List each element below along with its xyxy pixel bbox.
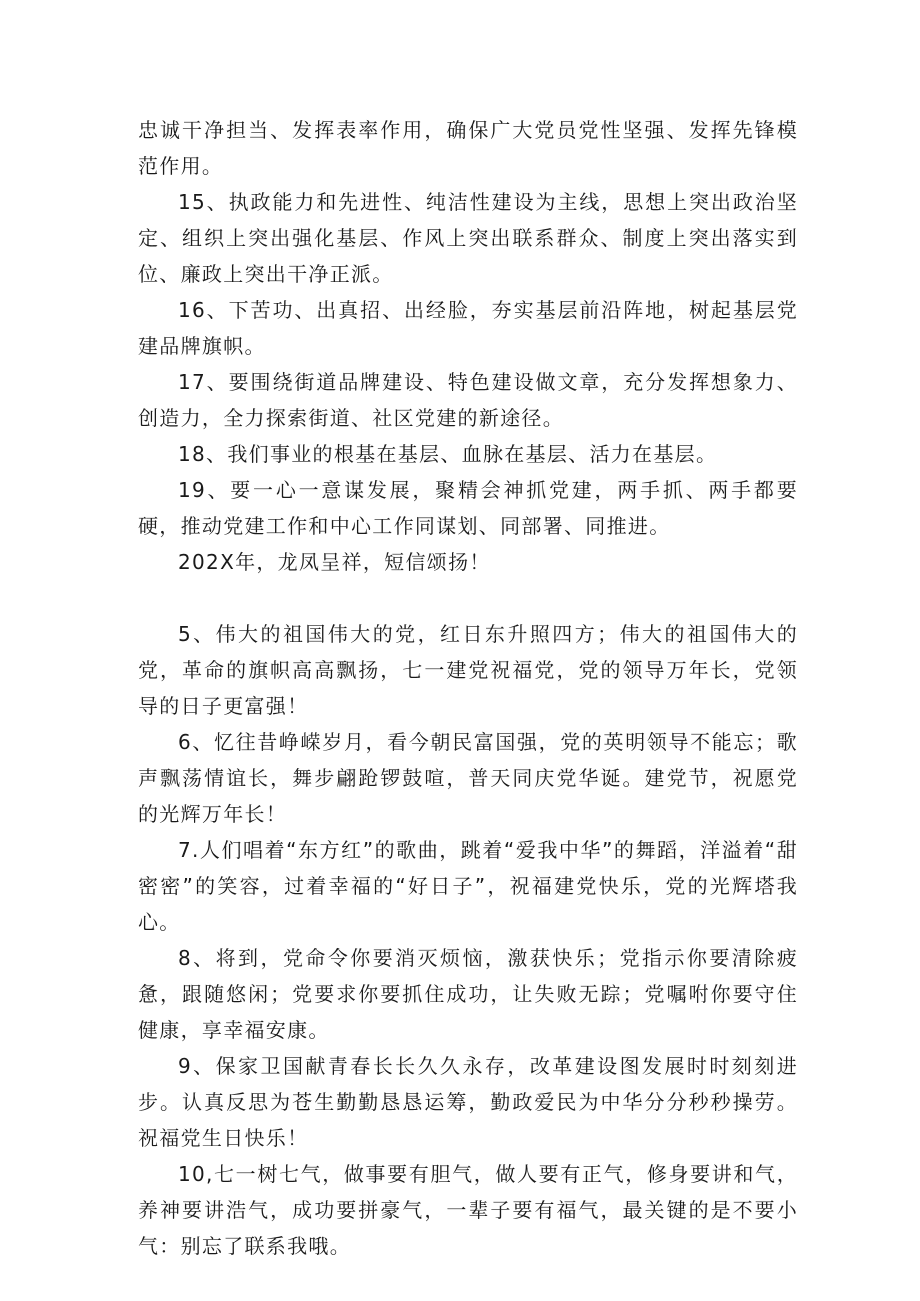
paragraph-item-8: 8、将到，党命令你要消灭烦恼，激获快乐；党指示你要清除疲惫，跟随悠闲；党要求你要抓住成功，让失败无踪；党嘱咐你要守住健康，享幸福安康。 [138, 946, 798, 1042]
paragraph-item-15: 15、执政能力和先进性、纯洁性建设为主线，思想上突出政治坚定、组织上突出强化基层、作风上突出联系群众、制度上突出落实到位、廉政上突出干净正派。 [138, 190, 798, 286]
paragraph-item-5: 5、伟大的祖国伟大的党，红日东升照四方；伟大的祖国伟大的党，革命的旗帜高高飘扬，七一建党祝福党，党的领导万年长，党领导的日子更富强！ [138, 622, 798, 718]
paragraph-item-19: 19、要一心一意谋发展，聚精会神抓党建，两手抓、两手都要硬，推动党建工作和中心工作同谋划、同部署、同推进。 [138, 478, 798, 538]
paragraph-continuation: 忠诚干净担当、发挥表率作用，确保广大党员党性坚强、发挥先锋模范作用。 [138, 118, 798, 178]
paragraph-item-7: 7.人们唱着“东方红”的歌曲，跳着“爱我中华”的舞蹈，洋溢着“甜密密”的笑容，过着幸福的“好日子”，祝福建党快乐，党的光辉塔我心。 [138, 838, 798, 934]
paragraph-spacer [138, 580, 798, 616]
document-body [138, 112, 798, 1264]
paragraph-heading-greeting: 202X年，龙凤呈祥，短信颂扬！ [178, 550, 491, 574]
paragraph-item-18: 18、我们事业的根基在基层、血脉在基层、活力在基层。 [178, 442, 718, 466]
paragraph-item-16: 16、下苦功、出真招、出经脸，夯实基层前沿阵地，树起基层党建品牌旗帜。 [138, 298, 798, 358]
paragraph-item-17: 17、要围绕街道品牌建设、特色建设做文章，充分发挥想象力、创造力，全力探索街道、社区党建的新途径。 [138, 370, 798, 430]
paragraph-item-9: 9、保家卫国献青春长长久久永存，改革建设图发展时时刻刻进步。认真反思为苍生勤勤恳恳运筹，勤政爱民为中华分分秒秒操劳。祝福党生日快乐！ [138, 1054, 798, 1150]
paragraph-item-6: 6、忆往昔峥嵘岁月，看今朝民富国强，党的英明领导不能忘；歌声飘荡情谊长，舞步翩跄锣鼓喧，普天同庆党华诞。建党节，祝愿党的光辉万年长！ [138, 730, 798, 826]
paragraph-item-10: 10,七一树七气，做事要有胆气，做人要有正气，修身要讲和气，养神要讲浩气，成功要拼豪气，一辈子要有福气，最关键的是不要小气：别忘了联系我哦。 [138, 1162, 798, 1258]
